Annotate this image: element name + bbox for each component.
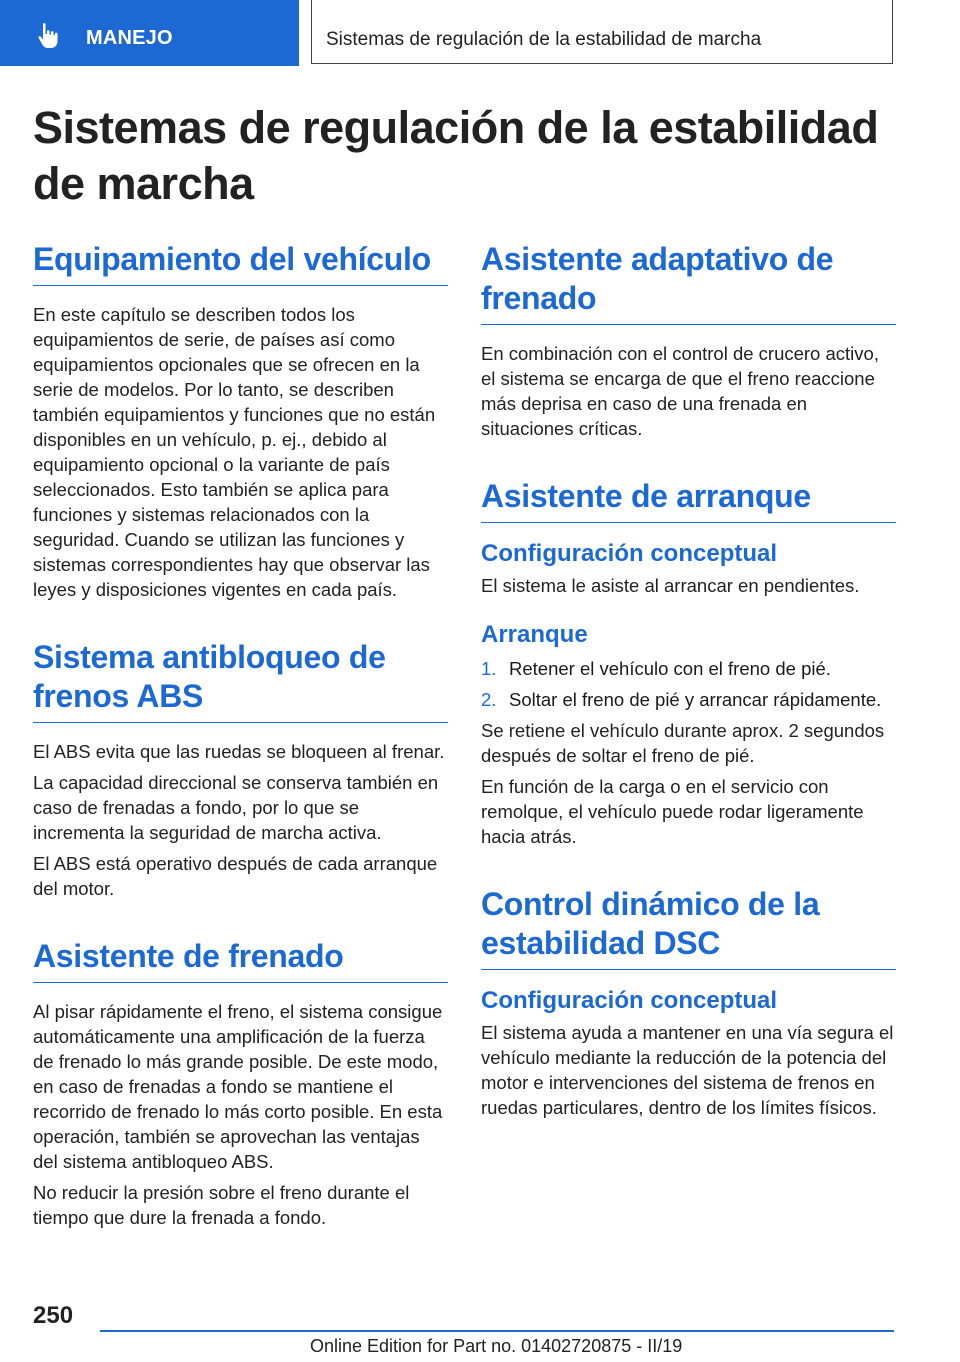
heading-hill-start-assist: Asistente de arranque (481, 477, 896, 523)
page-title: Sistemas de regulación de la estabilidad de marcha (33, 102, 879, 209)
paragraph: El ABS evita que las ruedas se bloqueen al frenar. (33, 741, 445, 762)
paragraph: En este capítulo se describen todos los equipamientos de serie, de países así como equipamientos opcionales que se ofrecen en la serie de modelos. Por lo tanto, se describen también equipamientos y funciones que no están disponibles en un vehículo, p. ej., debido al equipamiento opcional o la variante de país seleccionados. Esto también se aplica para funciones y sistemas relacionados con la seguridad. Cuando se utilizan las funciones y sistemas correspondientes hay que observar las leyes y disposiciones vigentes en cada país. (33, 304, 436, 600)
heading-dsc: Control dinámico de la estabilidad DSC (481, 885, 896, 970)
left-column (33, 240, 448, 1230)
subheading-start: Arranque (481, 621, 588, 648)
footer-edition: Online Edition for Part no. 01402720875 - II/19 (310, 1336, 683, 1356)
steps-list (481, 656, 896, 712)
right-column (481, 240, 896, 1120)
section-abs (33, 638, 448, 901)
chapter-title: Sistemas de regulación de la estabilidad de marcha (326, 29, 762, 50)
paragraph: El ABS está operativo después de cada arranque del motor. (33, 853, 438, 899)
section-brake-assist (33, 937, 448, 1230)
section-adaptive-brake-assist (481, 240, 896, 441)
paragraph: Al pisar rápidamente el freno, el sistema consigue automáticamente una amplificación de la fuerza de frenado lo más grande posible. De este modo, en caso de frenadas a fondo se mantiene el recorrido de frenado lo más corto posible. En esta operación, también se aprovechan las ventajas del sistema antibloqueo ABS. (33, 1001, 443, 1172)
list-item (481, 687, 896, 712)
paragraph: El sistema le asiste al arrancar en pendientes. (481, 575, 860, 596)
step-text: Soltar el freno de pié y arrancar rápidamente. (509, 689, 882, 710)
list-item (481, 656, 896, 681)
heading-brake-assist: Asistente de frenado (33, 937, 448, 983)
step-text: Retener el vehículo con el freno de pié. (509, 658, 831, 679)
paragraph: Se retiene el vehículo durante aprox. 2 segundos después de soltar el freno de pié. (481, 720, 885, 766)
section-tab (0, 0, 299, 66)
paragraph: No reducir la presión sobre el freno durante el tiempo que dure la frenada a fondo. (33, 1182, 410, 1228)
subheading-concept: Configuración conceptual (481, 540, 778, 567)
section-hill-start-assist (481, 477, 896, 849)
section-label: MANEJO (86, 27, 173, 49)
subheading-concept: Configuración conceptual (481, 987, 778, 1014)
step-number: 1. (481, 658, 497, 679)
section-vehicle-equipment (33, 240, 448, 602)
heading-abs: Sistema antibloqueo de frenos ABS (33, 638, 448, 723)
heading-vehicle-equipment: Equipamiento del vehículo (33, 240, 448, 286)
heading-adaptive-brake-assist: Asistente adaptativo de frenado (481, 240, 896, 325)
chapter-title-box (311, 0, 893, 64)
paragraph: En combinación con el control de crucero activo, el sistema se encarga de que el freno reaccione más deprisa en caso de una frenada en situaciones críticas. (481, 343, 879, 439)
page-header (0, 0, 960, 66)
paragraph: En función de la carga o en el servicio con remolque, el vehículo puede rodar ligeramente hacia atrás. (481, 776, 864, 847)
section-dsc (481, 885, 896, 1120)
step-number: 2. (481, 689, 497, 710)
footer-divider (100, 1330, 894, 1332)
page-number: 250 (33, 1302, 74, 1329)
paragraph: La capacidad direccional se conserva también en caso de frenadas a fondo, por lo que se incrementa la seguridad de marcha activa. (33, 772, 439, 843)
paragraph: El sistema ayuda a mantener en una vía segura el vehículo mediante la reducción de la potencia del motor e intervenciones del sistema de frenos en ruedas particulares, dentro de los límites físicos. (481, 1022, 894, 1118)
hand-pointer-icon (36, 22, 62, 50)
